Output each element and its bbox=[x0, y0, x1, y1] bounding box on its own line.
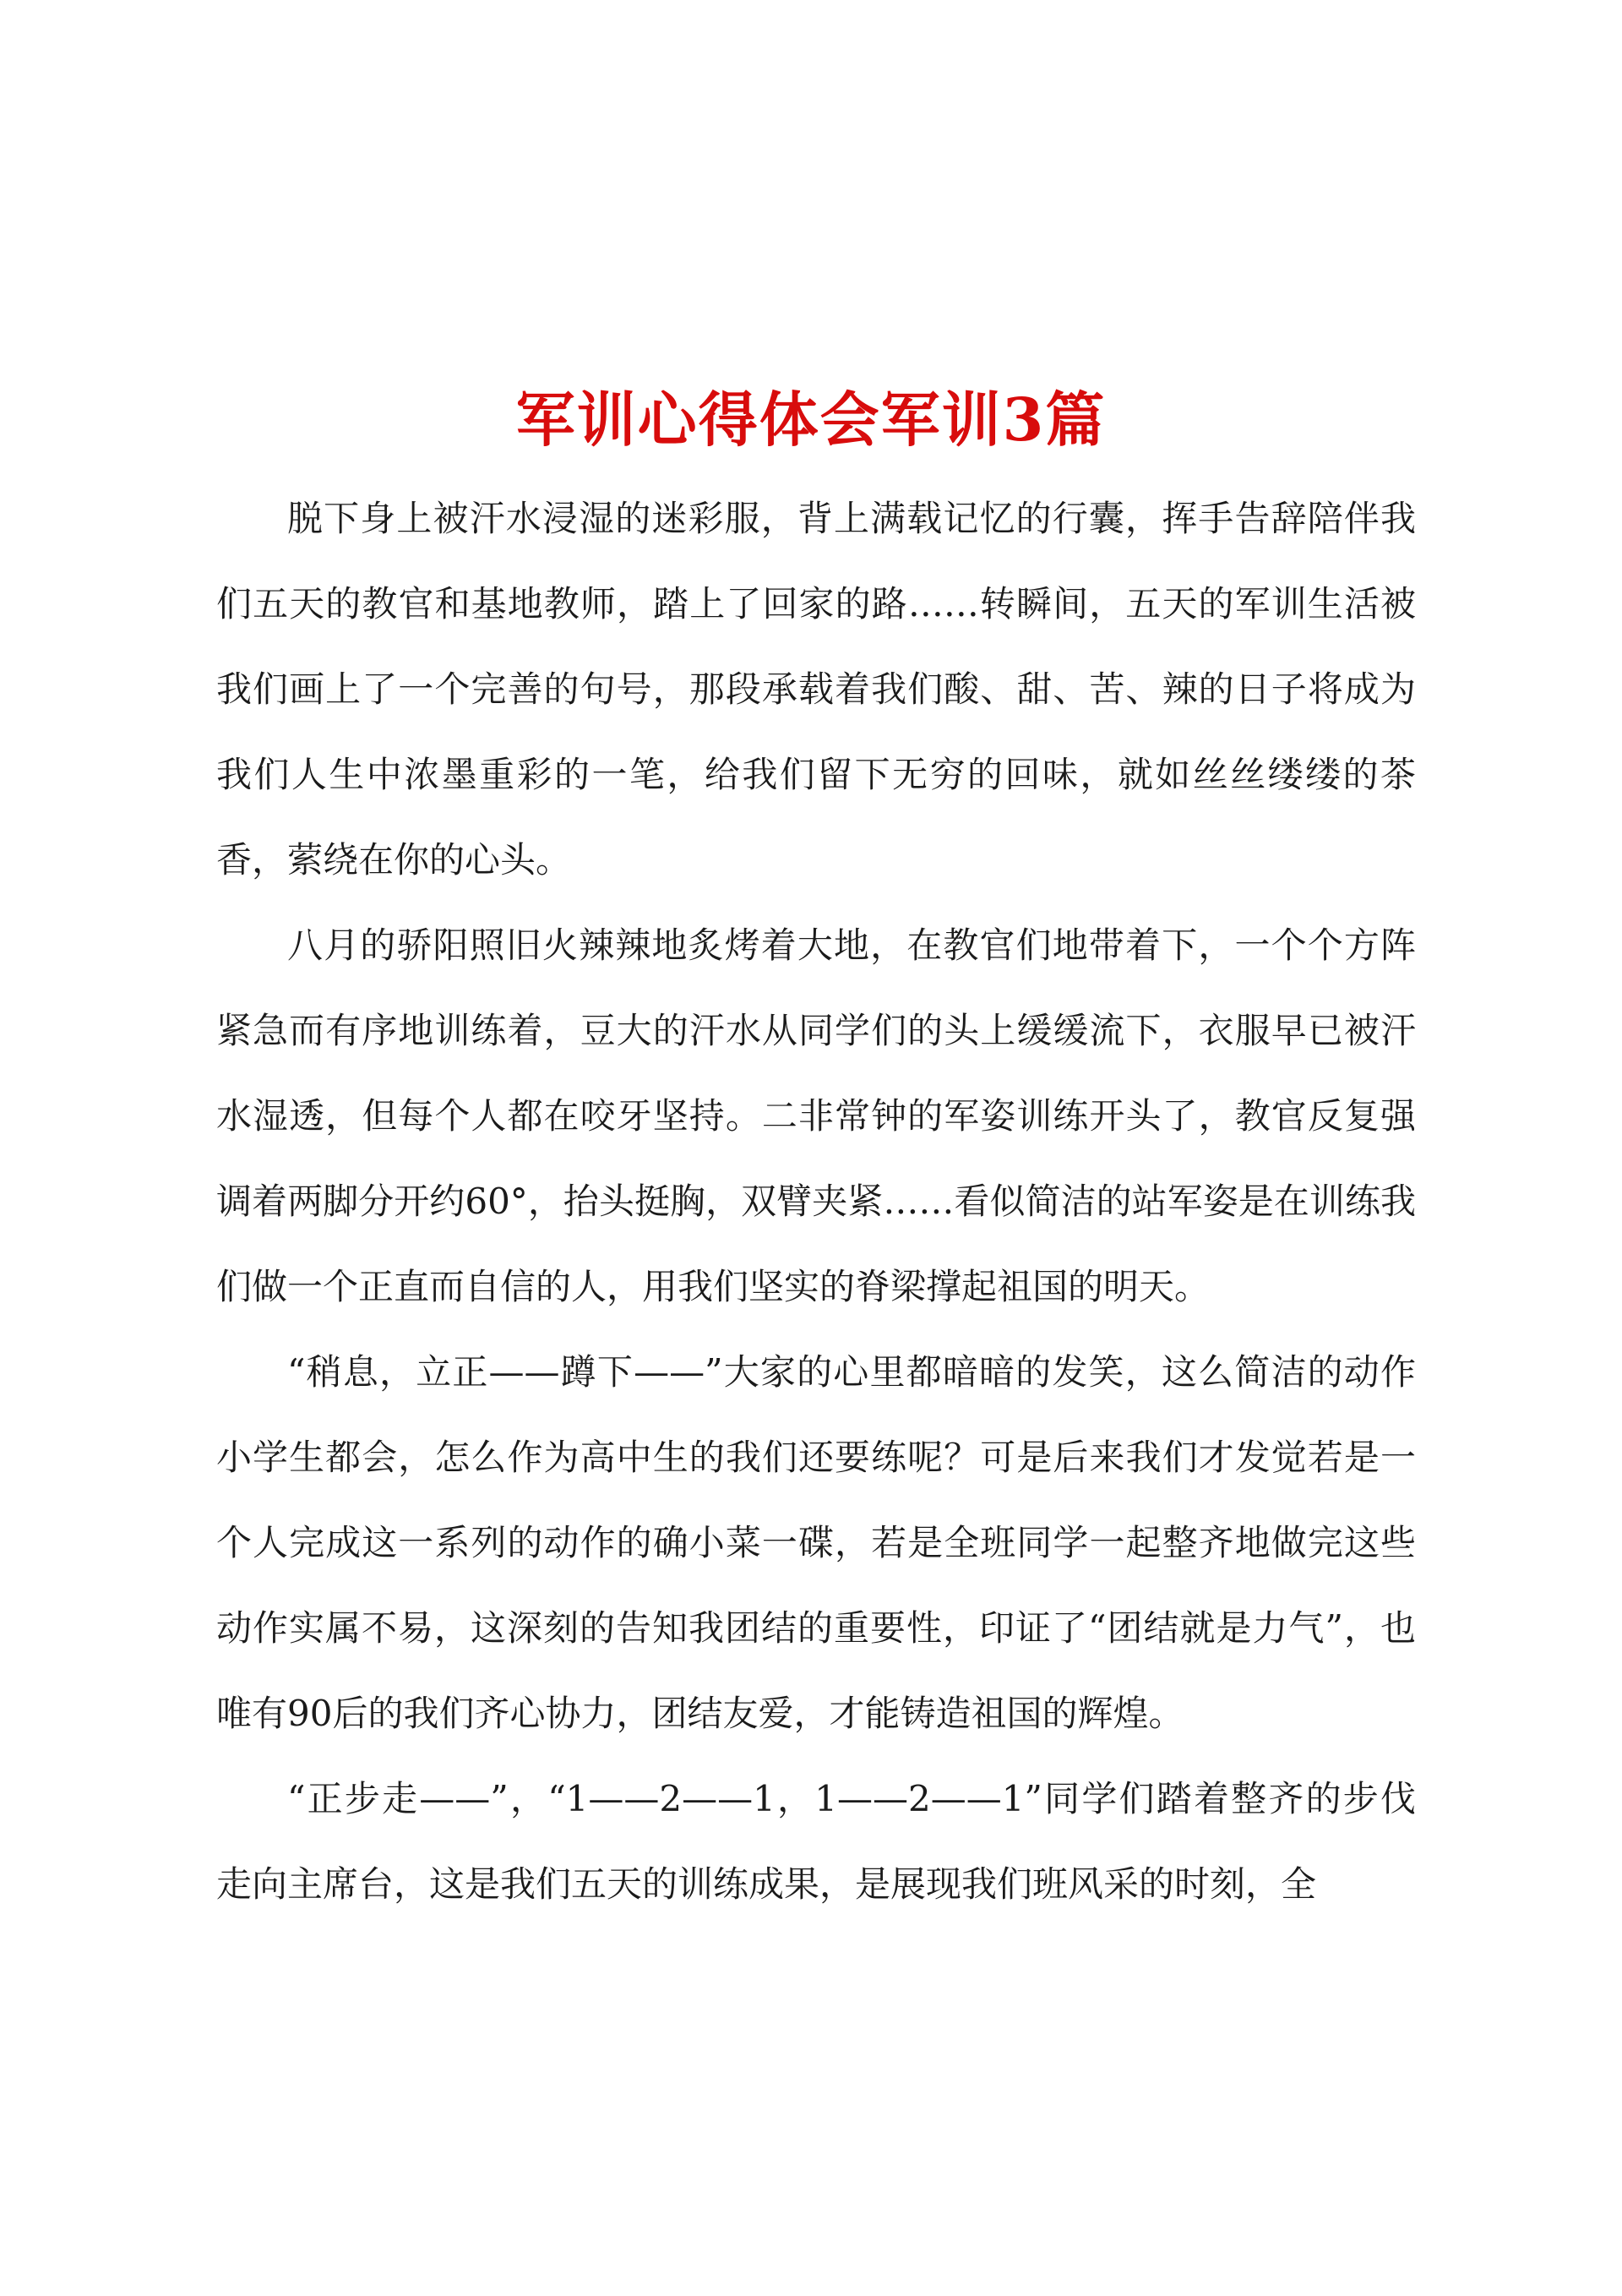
paragraph-3: “稍息，立正——蹲下——”大家的心里都暗暗的发笑，这么简洁的动作小学生都会，怎么作为高中生的我们还要练呢？可是后来我们才发觉若是一个人完成这一系列的动作的确小菜一碟，若是全班同学一起整齐地做完这些动作实属不易，这深刻的告知我团结的重要性，印证了“团结就是力气”，也唯有90后的我们齐心协力，团结友爱，才能铸造祖国的辉煌。 bbox=[216, 1351, 1416, 1734]
paragraph-2: 八月的骄阳照旧火辣辣地炙烤着大地，在教官们地带着下，一个个方阵紧急而有序地训练着，豆大的汗水从同学们的头上缓缓流下，衣服早已被汗水湿透，但每个人都在咬牙坚持。二非常钟的军姿训练开头了，教官反复强调着两脚分开约60°，抬头挺胸，双臂夹紧……看似简洁的站军姿是在训练我们做一个正直而自信的人，用我们坚实的脊梁撑起祖国的明天。 bbox=[216, 924, 1416, 1307]
document-body bbox=[216, 476, 1416, 1927]
paragraph-1: 脱下身上被汗水浸湿的迷彩服，背上满载记忆的行囊，挥手告辞陪伴我们五天的教官和基地教师，踏上了回家的路……转瞬间，五天的军训生活被我们画上了一个完善的句号，那段承载着我们酸、甜、苦、辣的日子将成为我们人生中浓墨重彩的一笔，给我们留下无穷的回味，就如丝丝缕缕的茶香，萦绕在你的心头。 bbox=[216, 498, 1416, 881]
document-title: 军训心得体会军训3篇 bbox=[515, 384, 1107, 455]
paragraph-4: “正步走——”，“1——2——1，1——2——1”同学们踏着整齐的步伐走向主席台，这是我们五天的训练成果，是展现我们班风采的时刻，全 bbox=[216, 1778, 1416, 1905]
